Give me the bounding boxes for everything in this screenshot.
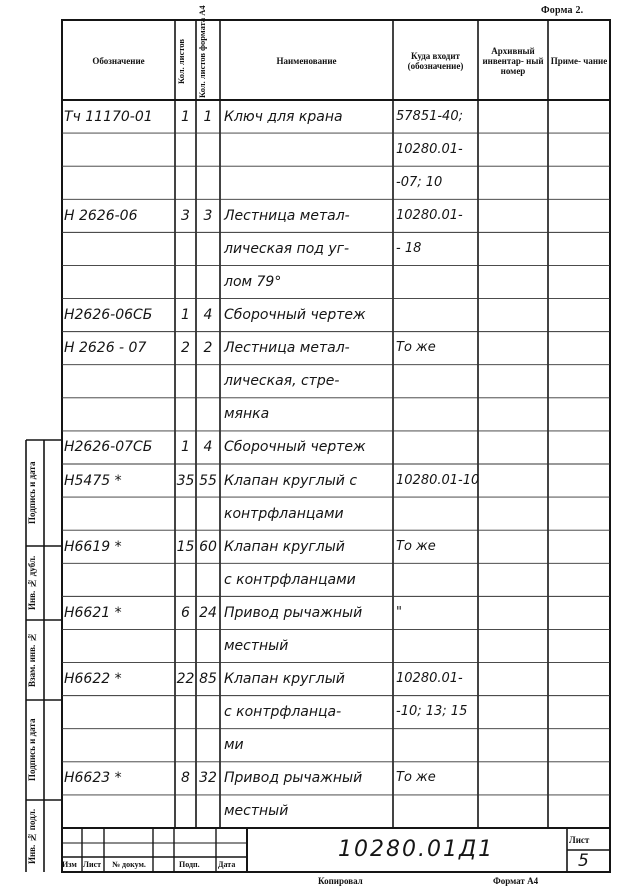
cell-sheets-a4: 3 <box>203 207 213 224</box>
cell-sheets-a4: 60 <box>199 538 217 555</box>
title-col-doc-number: № докум. <box>112 860 146 869</box>
cell-name: Сборочный чертеж <box>224 439 366 456</box>
cell-name: мянка <box>224 406 270 423</box>
header-sheet-count: Кол. листов <box>176 38 186 84</box>
title-col-change: Изм <box>62 860 77 869</box>
cell-used-in: То же <box>396 538 436 554</box>
cell-sheets: 1 <box>181 108 190 125</box>
cell-name: Лестница метал- <box>224 207 350 224</box>
cell-designation: Н5475 * <box>64 472 122 489</box>
sheet-label: Лист <box>569 835 590 845</box>
cell-sheets-a4: 55 <box>199 472 217 489</box>
header-used-in: Куда входит (обозначение) <box>407 51 464 71</box>
cell-used-in: 10280.01- <box>396 141 463 157</box>
cell-name: лом 79° <box>224 274 282 290</box>
cell-name: Клапан круглый <box>224 671 345 688</box>
cell-used-in: 10280.01- <box>396 671 463 687</box>
cell-sheets: 1 <box>181 439 190 456</box>
cell-used-in: -10; 13; 15 <box>396 704 468 720</box>
cell-designation: Н2626-06СБ <box>64 307 153 324</box>
cell-sheets: 2 <box>181 340 190 357</box>
cell-sheets-a4: 24 <box>199 604 217 621</box>
title-col-signature: Подп. <box>179 860 200 869</box>
cell-name: Привод рычажный <box>224 604 363 621</box>
cell-used-in: - 18 <box>396 240 422 256</box>
cell-designation: Н 2626 - 07 <box>64 340 147 357</box>
footer-copied: Копировал <box>318 876 363 886</box>
cell-name: с контрфланцами <box>224 571 356 588</box>
header-archive-number: Архивный инвентар- ный номер <box>482 46 544 76</box>
cell-used-in: То же <box>396 340 436 356</box>
cell-used-in: 57851-40; <box>396 108 463 124</box>
cell-sheets: 15 <box>176 538 195 555</box>
side-stamp-replaced-inv: Взам. инв. № <box>27 632 37 688</box>
form-label: Форма 2. <box>541 5 584 16</box>
cell-name: местный <box>224 803 289 820</box>
cell-name: лическая, стре- <box>224 373 340 390</box>
cell-name: Клапан круглый с <box>224 472 358 489</box>
document-code: 10280.01Д1 <box>338 837 495 862</box>
cell-used-in: 10280.01- <box>396 207 463 223</box>
cell-used-in: То же <box>396 770 436 786</box>
side-stamp-signature-date-top: Подпись и дата <box>27 461 37 525</box>
cell-name: ми <box>224 737 244 754</box>
cell-designation: Н2626-07СБ <box>64 439 153 456</box>
cell-sheets: 35 <box>176 472 195 489</box>
cell-designation: Н6623 * <box>64 770 122 787</box>
title-col-sheet: Лист <box>83 860 102 869</box>
title-col-date: Дата <box>218 860 236 869</box>
cell-sheets-a4: 85 <box>199 671 217 688</box>
cell-sheets: 6 <box>181 604 190 621</box>
cell-designation: Н6622 * <box>64 671 122 688</box>
header-sheet-count-a4: Кол. листов формата А4 <box>197 5 207 98</box>
cell-name: лическая под уг- <box>224 240 350 257</box>
cell-designation: Н6621 * <box>64 604 122 621</box>
cell-designation: Н 2626-06 <box>64 207 138 224</box>
cell-name: Клапан круглый <box>224 538 345 555</box>
sheet-number: 5 <box>578 851 589 871</box>
cell-sheets: 3 <box>181 207 190 224</box>
header-note: Приме- чание <box>550 56 608 66</box>
side-stamp-duplicate-inv: Инв. № дубл. <box>27 555 37 611</box>
cell-name: Привод рычажный <box>224 770 363 787</box>
side-stamp-original-inv: Инв. № подл. <box>27 808 37 864</box>
cell-sheets: 1 <box>181 307 190 324</box>
cell-sheets: 22 <box>176 671 195 688</box>
cell-name: Лестница метал- <box>224 340 350 357</box>
cell-name: Ключ для крана <box>224 108 343 125</box>
cell-name: Сборочный чертеж <box>224 307 366 324</box>
cell-designation: Тч 11170-01 <box>64 108 153 125</box>
cell-used-in: -07; 10 <box>396 174 443 190</box>
cell-sheets-a4: 32 <box>199 770 217 787</box>
footer-format: Формат А4 <box>493 876 539 886</box>
cell-name: с контрфланца- <box>224 704 342 721</box>
cell-used-in: " <box>396 604 402 620</box>
cell-name: местный <box>224 638 289 654</box>
side-stamp-signature-date-bottom: Подпись и дата <box>27 718 37 782</box>
cell-name: контрфланцами <box>224 505 344 522</box>
cell-sheets-a4: 4 <box>203 307 213 324</box>
cell-sheets-a4: 1 <box>203 108 213 125</box>
header-name: Наименование <box>276 56 337 66</box>
header-designation: Обозначение <box>92 56 145 66</box>
cell-sheets: 8 <box>181 770 190 787</box>
cell-sheets-a4: 2 <box>203 340 213 357</box>
cell-used-in: 10280.01-10 <box>396 472 480 488</box>
cell-designation: Н6619 * <box>64 538 122 555</box>
cell-sheets-a4: 4 <box>203 439 213 456</box>
